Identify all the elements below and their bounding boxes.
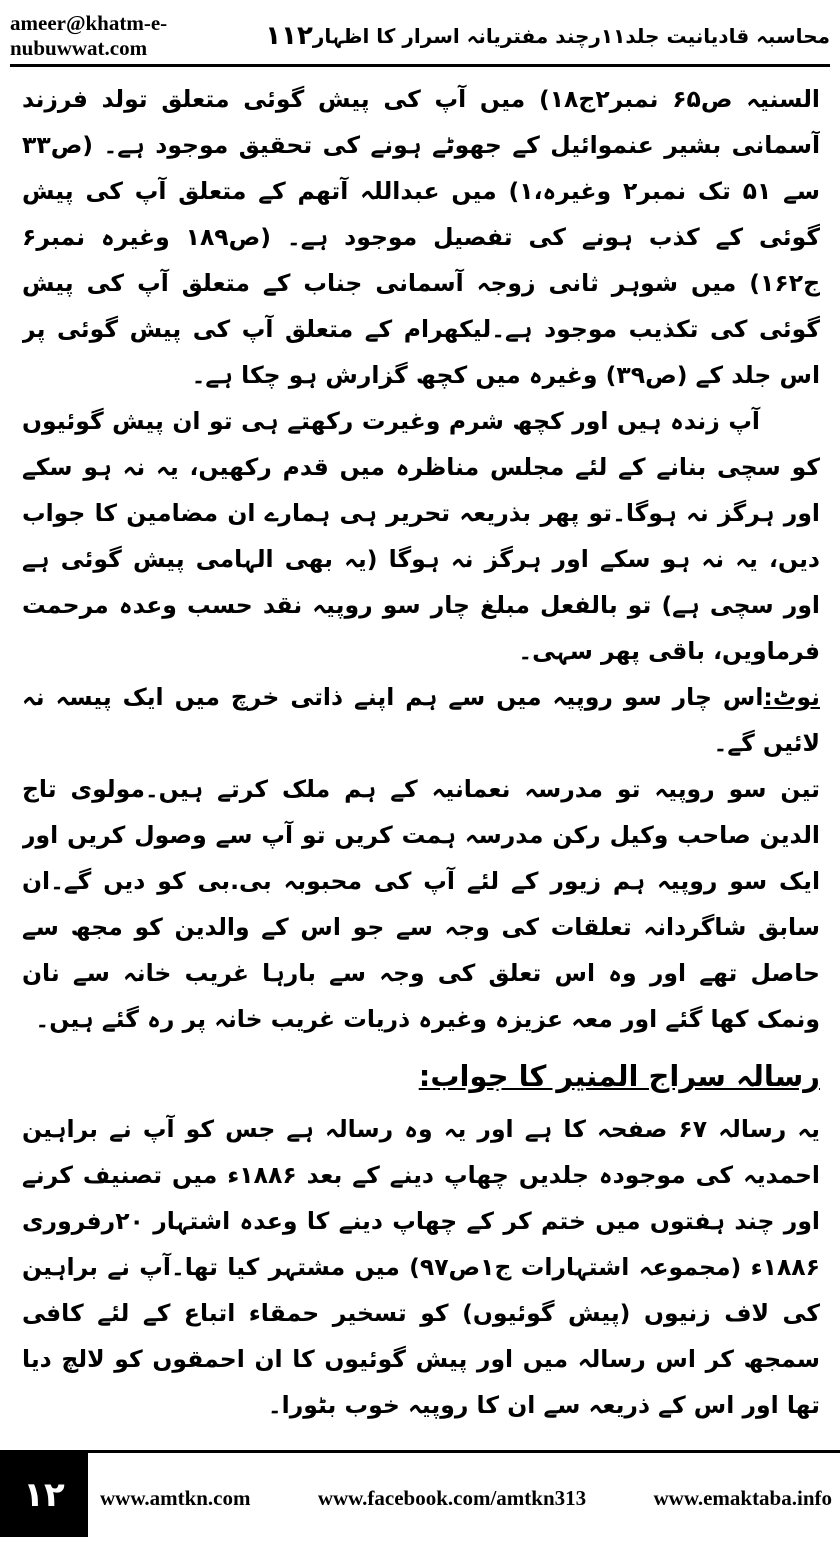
footer-page-number: ۱۲ xyxy=(0,1453,88,1537)
page-body xyxy=(22,76,820,1436)
note-paragraph xyxy=(22,674,820,766)
header-email[interactable]: ameer@khatm-e-nubuwwat.com xyxy=(10,11,168,60)
note-text: اس چار سو روپیہ میں سے ہم اپنے ذاتی خرچ میں ایک پیسہ نہ لائیں گے۔ xyxy=(22,683,820,757)
section-heading-text: رسالہ سراج المنیر کا جواب: xyxy=(418,1059,820,1093)
header-title: محاسبہ قادیانیت جلد۱۱رچند مفتریانہ اسرار کا اظہار xyxy=(312,24,830,48)
footer-link-amtkn[interactable]: www.amtkn.com xyxy=(100,1485,251,1510)
paragraph: آپ زندہ ہیں اور کچھ شرم وغیرت رکھتے ہی تو ان پیش گوئیوں کو سچی بنانے کے لئے مجلس مناظرہ میں قدم رکھیں، یہ نہ ہو سکے اور ہرگز نہ ہوگا۔تو پھر بذریعہ تحریر ہی ہمارے ان مضامین کا جواب دیں، یہ نہ ہو سکے اور ہرگز نہ ہوگا (یہ بھی الہامی پیش گوئی ہے اور سچی ہے) تو بالفعل مبلغ چار سو روپیہ نقد حسب وعدہ مرحمت فرماویں، باقی پھر سہی۔ xyxy=(22,407,820,665)
section-heading xyxy=(22,1048,820,1104)
header-page-number: ۱۱۲ xyxy=(265,21,313,51)
footer-link-emaktaba[interactable]: www.emaktaba.info xyxy=(653,1485,832,1510)
header-left xyxy=(10,11,313,61)
paragraph: السنیہ ص۶۵ نمبر۲ج۱۸) میں آپ کی پیش گوئی متعلق تولد فرزند آسمانی بشیر عنموائیل کے جھوٹے ہونے کی تحقیق موجود ہے۔ (ص۳۳ سے ۵۱ تک نمبر۲ وغیرہ،۱) میں عبداللہ آتھم کے متعلق آپ کی پیش گوئی کے کذب ہونے کی تفصیل موجود ہے۔ (ص۱۸۹ وغیرہ نمبر۶ ج۱۶۲) میں شوہر ثانی زوجہ آسمانی جناب کے متعلق آپ کی پیش گوئی کی تکذیب موجود ہے۔لیکھرام کے متعلق آپ کی پیش گوئی پر اس جلد کے (ص۳۹) وغیرہ میں کچھ گزارش ہو چکا ہے۔ xyxy=(22,85,820,389)
section-paragraph: یہ رسالہ ۶۷ صفحہ کا ہے اور یہ وہ رسالہ ہے جس کو آپ نے براہین احمدیہ کی موجودہ جلدیں چھاپ دینے کے بعد ۱۸۸۶ء میں تصنیف کرنے اور چند ہفتوں میں ختم کر کے چھاپ دینے کا وعدہ اشتہار ۲۰رفروری ۱۸۸۶ء (مجموعہ اشتہارات ج۱ص۹۷) میں مشتہر کیا تھا۔آپ نے براہین کی لاف زنیوں (پیش گوئیوں) کو تسخیر حمقاء اتباع کے لئے کافی سمجھ کر اس رسالہ میں اور پیش گوئیوں کا ان احمقوں کو لالچ دیا تھا اور اس کے ذریعہ سے ان کا روپیہ خوب بٹورا۔ xyxy=(22,1115,820,1419)
footer-links xyxy=(100,1463,832,1533)
section-paragraph xyxy=(22,1428,820,1436)
page-footer xyxy=(0,1450,840,1543)
page-header xyxy=(10,8,830,67)
footer-link-facebook[interactable]: www.facebook.com/amtkn313 xyxy=(317,1485,587,1510)
note-continuation: تین سو روپیہ تو مدرسہ نعمانیہ کے ہم ملک کرتے ہیں۔مولوی تاج الدین صاحب وکیل رکن مدرسہ ہمت کریں تو آپ سے وصول کریں اور ایک سو روپیہ ہم زیور کے لئے آپ کی محبوبہ بی.بی کو دیں گے۔ان سابق شاگردانہ تعلقات کی وجہ سے جو اس کے والدین کو مجھ سے حاصل تھے اور وہ اس تعلق کی وجہ سے بارہا غریب خانہ سے نان ونمک کھا گئے اور معہ عزیزہ وغیرہ ذریات غریب خانہ پر رہ گئے ہیں۔ xyxy=(22,775,820,1033)
note-label: نوٹ: xyxy=(763,683,820,711)
